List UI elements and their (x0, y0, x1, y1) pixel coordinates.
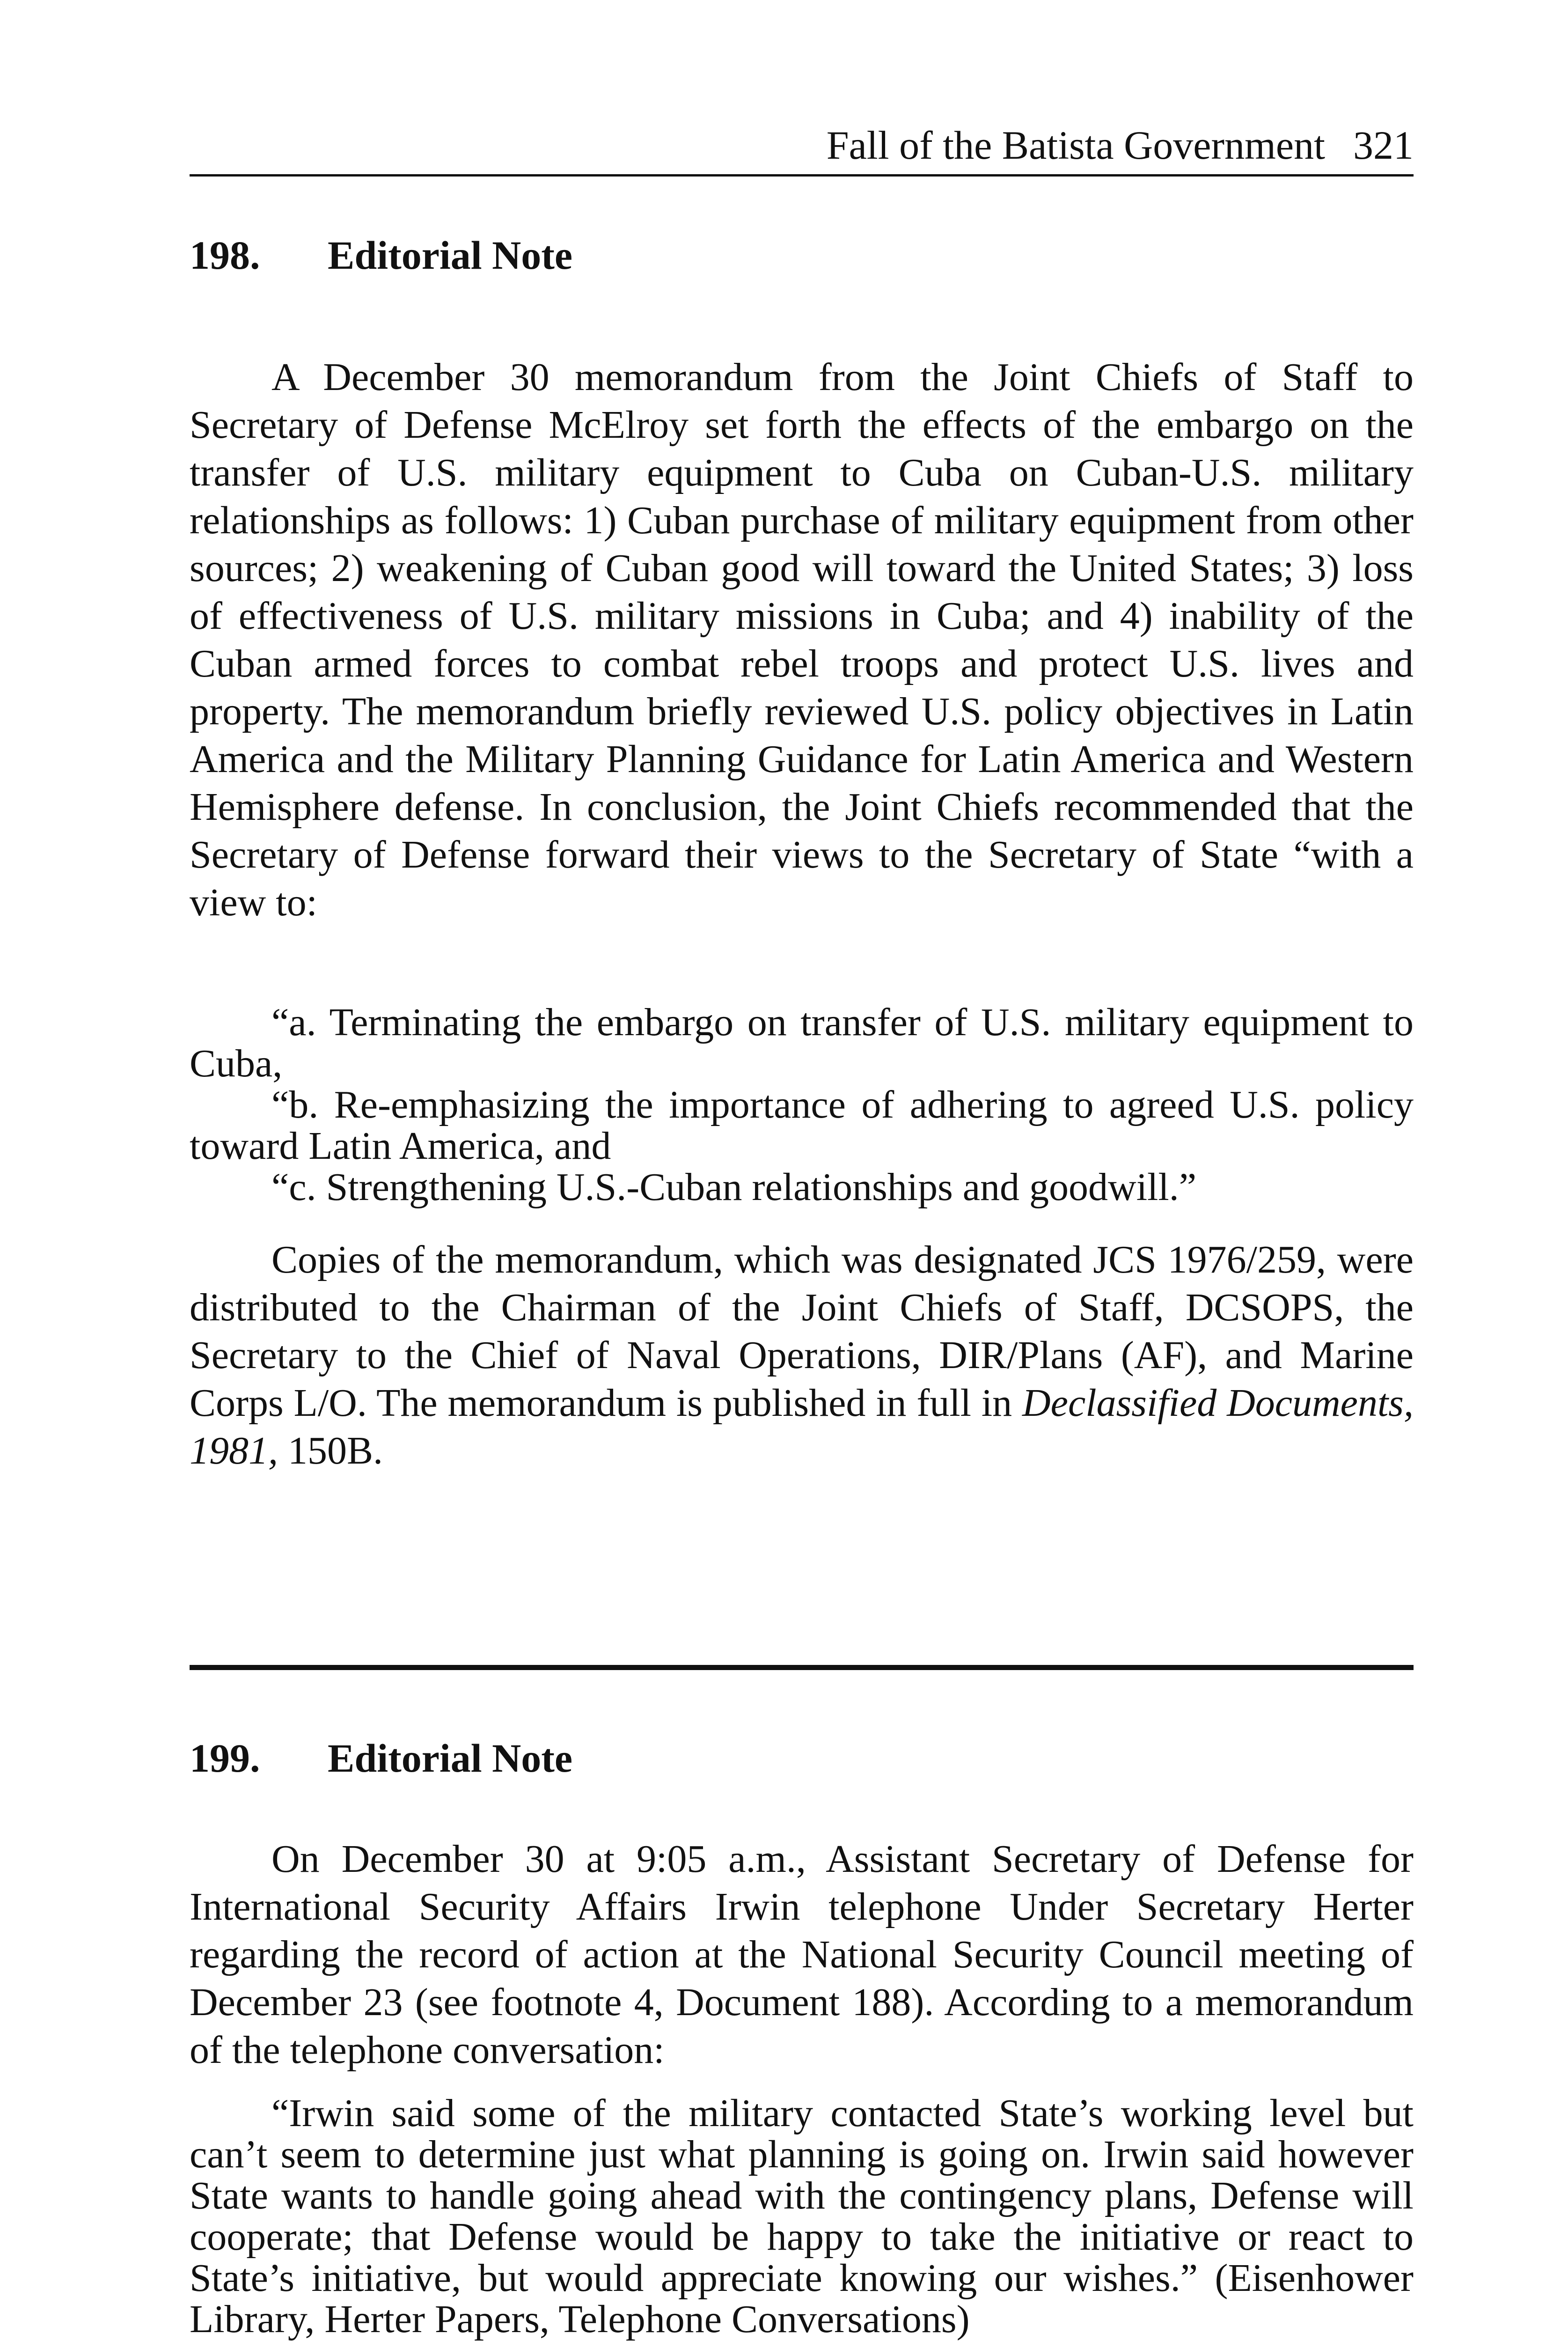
section-198-title: Editorial Note (328, 233, 573, 278)
section-198-paragraph-1: A December 30 memorandum from the Joint Chiefs of Staff to Secretary of Defense McElroy set forth the effects of the embargo on the transfer of U.S. military equipment to Cuba on Cuban-U.S. military relationships as follows: 1) Cuban purchase of military equipment from other sources; 2) weakening of Cuban good will toward the United States; 3) loss of effectiveness of U.S. military missions in Cuba; and 4) inability of the Cuban armed forces to combat rebel troops and protect U.S. lives and property. The memorandum briefly reviewed U.S. policy objectives in Latin America and the Military Planning Guidance for Latin America and Western Hemisphere defense. In conclusion, the Joint Chiefs recommended that the Secretary of Defense forward their views to the Secretary of State “with a view to: (190, 355, 1414, 924)
page-number: 321 (1353, 123, 1414, 168)
quote-item-c: “c. Strengthening U.S.-Cuban relationships and goodwill.” (271, 1165, 1197, 1209)
quote-item-a: “a. Terminating the embargo on transfer of U.S. military equipment to Cuba, (190, 1001, 1414, 1085)
quote-item-b: “b. Re-emphasizing the importance of adhering to agreed U.S. policy toward Latin America, and (190, 1083, 1414, 1168)
running-head (190, 119, 1414, 171)
section-198-number: 198. (190, 233, 260, 278)
header-rule (190, 174, 1414, 177)
running-head-title: Fall of the Batista Government (826, 123, 1325, 168)
section-divider (190, 1665, 1414, 1670)
section-199-heading (190, 1732, 572, 1784)
paragraph-2-text: Copies of the memorandum, which was designated JCS 1976/259, were distributed to the Chairman of the Joint Chiefs of Staff, DCSOPS, the Secretary to the Chief of Naval Operations, DIR/Plans (AF), and Marine Corps L/O. The memorandum is published in full in (190, 1238, 1414, 1425)
section-199-title: Editorial Note (328, 1736, 573, 1781)
section-199-paragraph-1: On December 30 at 9:05 a.m., Assistant Secretary of Defense for International Security Affairs Irwin telephone Under Secretary Herter regarding the record of action at the National Security Council meeting of December 23 (see footnote 4, Document 188). According to a memorandum of the telephone conversation: (190, 1837, 1414, 2072)
section-199-number: 199. (190, 1736, 260, 1781)
section-199-quote: “Irwin said some of the military contacted State’s working level but can’t seem to determine just what planning is going on. Irwin said however State wants to handle going ahead with the contingency plans, Defense will cooperate; that Defense would be happy to take the initiative or react to State’s initiative, but would appreciate knowing our wishes.” (Eisenhower Library, Herter Papers, Telephone Conversations) (190, 2091, 1414, 2341)
section-198-quote-list (190, 1002, 1414, 1208)
section-198-paragraph-2 (190, 1236, 1414, 1475)
citation-reference: 150B. (288, 1429, 383, 1472)
citation-title: Declassified Documents, 1981, (190, 1381, 1414, 1472)
section-198-heading (190, 229, 572, 281)
